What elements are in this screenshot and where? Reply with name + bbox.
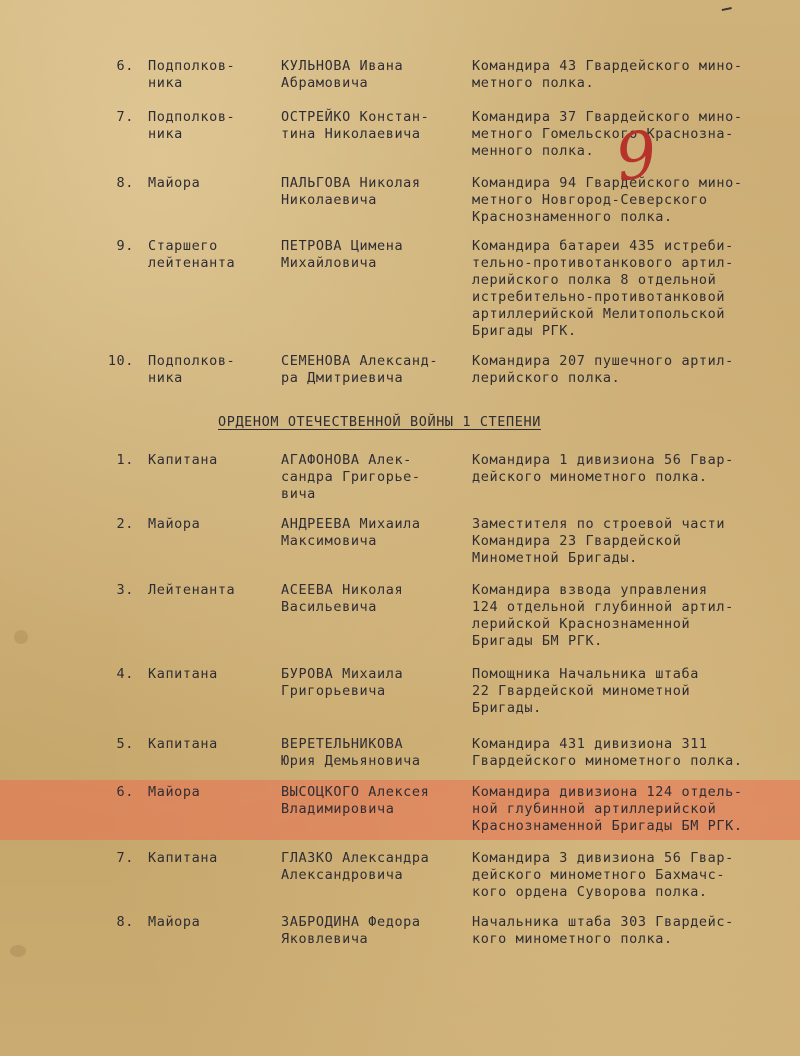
entry-rank: Лейтенанта [148, 582, 236, 598]
corner-mark [722, 7, 733, 14]
entry-number: 4. [116, 666, 134, 682]
entry-rank: Капитана [148, 452, 218, 468]
entry-name: ОСТРЕЙКО Констан- тина Николаевича [281, 109, 430, 142]
entry-number: 8. [116, 914, 134, 930]
entry-number: 2. [116, 516, 134, 532]
entry-name: АГАФОНОВА Алек- сандра Григорье- вича [281, 452, 421, 502]
entry-rank: Майора [148, 516, 201, 532]
entry-duty: Командира 207 пушечного артил- лерийского полка. [472, 353, 734, 386]
entry-rank: Подполков- ника [148, 58, 236, 91]
paper-stain [10, 945, 26, 957]
paper-stain [14, 630, 28, 644]
entry-duty: Командира 43 Гвардейского мино- метного полка. [472, 58, 743, 91]
entry-duty: Командира 431 дивизиона 311 Гвардейского минометного полка. [472, 736, 743, 769]
entry-duty: Помощника Начальника штаба 22 Гвардейской минометной Бригады. [472, 666, 699, 716]
entry-duty: Командира дивизиона 124 отдель- ной глубинной артиллерийской Краснознаменной Бригады БМ РГК. [472, 784, 743, 834]
entry-duty: Командира батареи 435 истреби- тельно-противотанкового артил- лерийского полка 8 отдельной истребительно-противотанковой артиллерийской Мелитопольской Бригады РГК. [472, 238, 734, 339]
entry-rank: Подполков- ника [148, 109, 236, 142]
entry-rank: Майора [148, 784, 201, 800]
entry-number: 6. [116, 58, 134, 74]
entry-name: АНДРЕЕВА Михаила Максимовича [281, 516, 421, 549]
entry-rank: Майора [148, 914, 201, 930]
entry-duty: Начальника штаба 303 Гвардейс- кого минометного полка. [472, 914, 734, 947]
entry-duty: Командира 94 Гвардейского мино- метного Новгород-Северского Краснознаменного полка. [472, 175, 743, 225]
entry-name: АСЕЕВА Николая Васильевича [281, 582, 404, 615]
entry-duty: Командира 37 Гвардейского мино- метного Гомельского Краснозна- менного полка. [472, 109, 743, 159]
entry-name: ГЛАЗКО Александра Александровича [281, 850, 430, 883]
entry-name: ПЕТРОВА Цимена Михайловича [281, 238, 404, 271]
entry-name: ВЫСОЦКОГО Алексея Владимировича [281, 784, 430, 817]
entry-duty: Командира 3 дивизиона 56 Гвар- дейского минометного Бахмачс- кого ордена Суворова полка. [472, 850, 734, 900]
entry-number: 7. [116, 850, 134, 866]
entry-rank: Капитана [148, 850, 218, 866]
entry-name: БУРОВА Михаила Григорьевича [281, 666, 404, 699]
entry-number: 7. [116, 109, 134, 125]
entry-duty: Командира взвода управления 124 отдельной глубинной артил- лерийской Краснознаменной Бригады БМ РГК. [472, 582, 734, 649]
entry-number: 10. [107, 353, 134, 369]
entry-name: КУЛЬНОВА Ивана Абрамовича [281, 58, 404, 91]
entry-number: 5. [116, 736, 134, 752]
entry-number: 6. [116, 784, 134, 800]
entry-rank: Капитана [148, 666, 218, 682]
handwritten-page-number: 9 [611, 117, 662, 197]
entry-number: 3. [116, 582, 134, 598]
section-heading: ОРДЕНОМ ОТЕЧЕСТВЕННОЙ ВОЙНЫ 1 СТЕПЕНИ [218, 414, 541, 430]
entry-number: 8. [116, 175, 134, 191]
entry-name: СЕМЕНОВА Александ- ра Дмитриевича [281, 353, 439, 386]
entry-rank: Капитана [148, 736, 218, 752]
entry-duty: Заместителя по строевой части Командира 23 Гвардейской Минометной Бригады. [472, 516, 726, 566]
entry-rank: Майора [148, 175, 201, 191]
entry-name: ВЕРЕТЕЛЬНИКОВА Юрия Демьяновича [281, 736, 421, 769]
entry-number: 9. [116, 238, 134, 254]
entry-rank: Подполков- ника [148, 353, 236, 386]
entry-rank: Старшего лейтенанта [148, 238, 236, 271]
entry-name: ПАЛЬГОВА Николая Николаевича [281, 175, 421, 208]
entry-name: ЗАБРОДИНА Федора Яковлевича [281, 914, 421, 947]
entry-duty: Командира 1 дивизиона 56 Гвар- дейского минометного полка. [472, 452, 734, 485]
entry-number: 1. [116, 452, 134, 468]
